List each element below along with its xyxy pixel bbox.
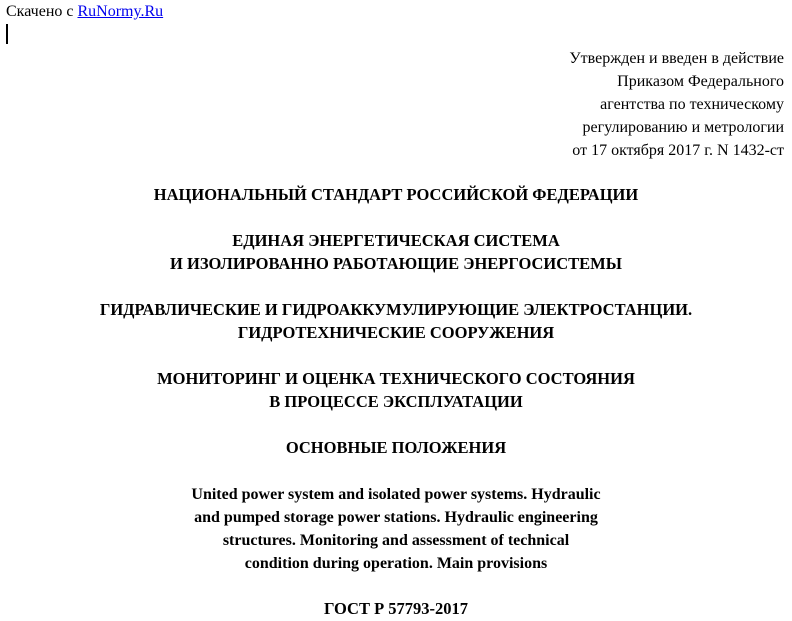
english-title-block (0, 483, 792, 575)
standard-type-line: НАЦИОНАЛЬНЫЙ СТАНДАРТ РОССИЙСКОЙ ФЕДЕРАЦИИ (153, 185, 639, 204)
title-line: ОСНОВНЫЕ ПОЛОЖЕНИЯ (285, 438, 507, 457)
approval-block (384, 47, 784, 162)
designation-line: ГОСТ Р 57793-2017 (323, 599, 469, 618)
english-title-line: condition during operation. Main provisions (244, 555, 548, 572)
title-block-system (0, 229, 792, 275)
source-line (6, 2, 163, 22)
title-block-provisions (0, 436, 792, 459)
title-line: ГИДРОТЕХНИЧЕСКИЕ СООРУЖЕНИЯ (237, 323, 555, 342)
english-title-line: and pumped storage power stations. Hydraulic engineering (194, 509, 598, 526)
text-cursor (6, 24, 8, 44)
approval-line: от 17 октября 2017 г. N 1432-ст (572, 142, 784, 159)
standard-type-heading (0, 183, 792, 206)
title-line: МОНИТОРИНГ И ОЦЕНКА ТЕХНИЧЕСКОГО СОСТОЯНИЯ (157, 369, 635, 388)
title-line: ГИДРАВЛИЧЕСКИЕ И ГИДРОАККУМУЛИРУЮЩИЕ ЭЛЕКТРОСТАНЦИИ. (99, 300, 693, 319)
source-prefix: Скачено с (6, 3, 78, 20)
approval-line: Утвержден и введен в действие (569, 50, 784, 67)
title-line: В ПРОЦЕССЕ ЭКСПЛУАТАЦИИ (269, 392, 523, 411)
standard-designation (0, 597, 792, 620)
title-block-stations (0, 298, 792, 344)
english-title-line: structures. Monitoring and assessment of technical (222, 532, 570, 549)
title-line: ЕДИНАЯ ЭНЕРГЕТИЧЕСКАЯ СИСТЕМА (232, 231, 560, 250)
approval-line: Приказом Федерального (617, 73, 784, 90)
title-block-monitoring (0, 367, 792, 413)
approval-line: агентства по техническому (600, 96, 784, 113)
english-title-line: United power system and isolated power systems. Hydraulic (191, 486, 601, 503)
source-link[interactable]: RuNormy.Ru (77, 3, 164, 20)
approval-line: регулированию и метрологии (582, 119, 784, 136)
title-line: И ИЗОЛИРОВАННО РАБОТАЮЩИЕ ЭНЕРГОСИСТЕМЫ (170, 254, 622, 273)
